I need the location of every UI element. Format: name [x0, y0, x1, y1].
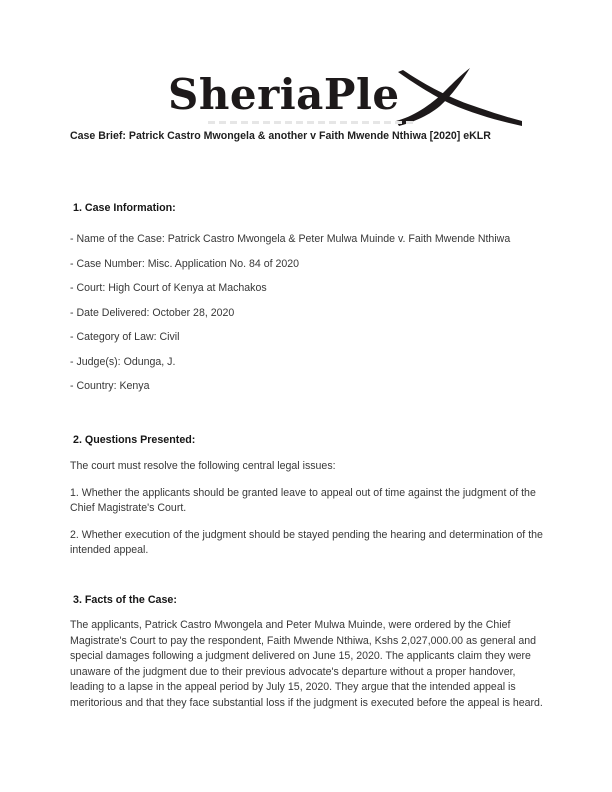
facts-line-5: leading to a lapse in the appeal period by July 15, 2020. They argue that the intended appeal is	[70, 681, 516, 693]
logo-wordmark: SheriaPle	[168, 70, 400, 119]
logo-x-swoosh-icon	[396, 68, 522, 126]
facts-paragraph	[70, 618, 543, 711]
question-1-line-2: Chief Magistrate's Court.	[70, 502, 187, 514]
facts-line-4: unaware of the judgment due to their previous advocate's departure without a proper handover,	[70, 665, 516, 678]
facts-line-2: Magistrate's Court to pay the respondent, Faith Mwende Nthiwa, Kshs 2,027,000.00 as general and	[70, 634, 537, 647]
case-info-item-date-delivered: - Date Delivered: October 28, 2020	[70, 306, 235, 319]
facts-line-6: meritorious and that they face substantial loss if the judgment is executed before the appeal is heard.	[70, 696, 543, 709]
logo-shadow-artifact	[208, 121, 415, 124]
question-2	[70, 528, 543, 559]
case-info-item-country: - Country: Kenya	[70, 380, 150, 392]
question-1-line-1: 1. Whether the applicants should be granted leave to appeal out of time against the judgment of the	[70, 486, 536, 499]
facts-line-1: The applicants, Patrick Castro Mwongela and Peter Mulwa Muinde, were ordered by the Chief	[70, 619, 511, 631]
questions-presented-body	[70, 459, 543, 559]
case-information-list	[70, 227, 510, 399]
question-1	[70, 486, 543, 517]
facts-line-3: special damages following a judgment delivered on June 15, 2020. The applicants claim they were	[70, 650, 531, 662]
question-2-line-1: 2. Whether execution of the judgment should be stayed pending the hearing and determination of the	[70, 528, 543, 541]
case-info-item-case-number: - Case Number: Misc. Application No. 84 of 2020	[70, 257, 300, 270]
section-heading-facts-of-the-case: 3. Facts of the Case:	[73, 594, 177, 606]
logo	[168, 66, 522, 118]
document-title: Case Brief: Patrick Castro Mwongela & another v Faith Mwende Nthiwa [2020] eKLR	[70, 130, 491, 142]
case-info-item-judges: - Judge(s): Odunga, J.	[70, 355, 176, 368]
case-info-item-court: - Court: High Court of Kenya at Machakos	[70, 282, 267, 294]
question-2-line-2: intended appeal.	[70, 544, 149, 556]
section-heading-questions-presented: 2. Questions Presented:	[73, 434, 196, 446]
case-info-item-name: - Name of the Case: Patrick Castro Mwongela & Peter Mulwa Muinde v. Faith Mwende Nthiwa	[70, 233, 511, 245]
case-info-item-category: - Category of Law: Civil	[70, 331, 180, 343]
questions-intro: The court must resolve the following central legal issues:	[70, 460, 336, 472]
section-heading-case-information: 1. Case Information:	[73, 202, 176, 214]
